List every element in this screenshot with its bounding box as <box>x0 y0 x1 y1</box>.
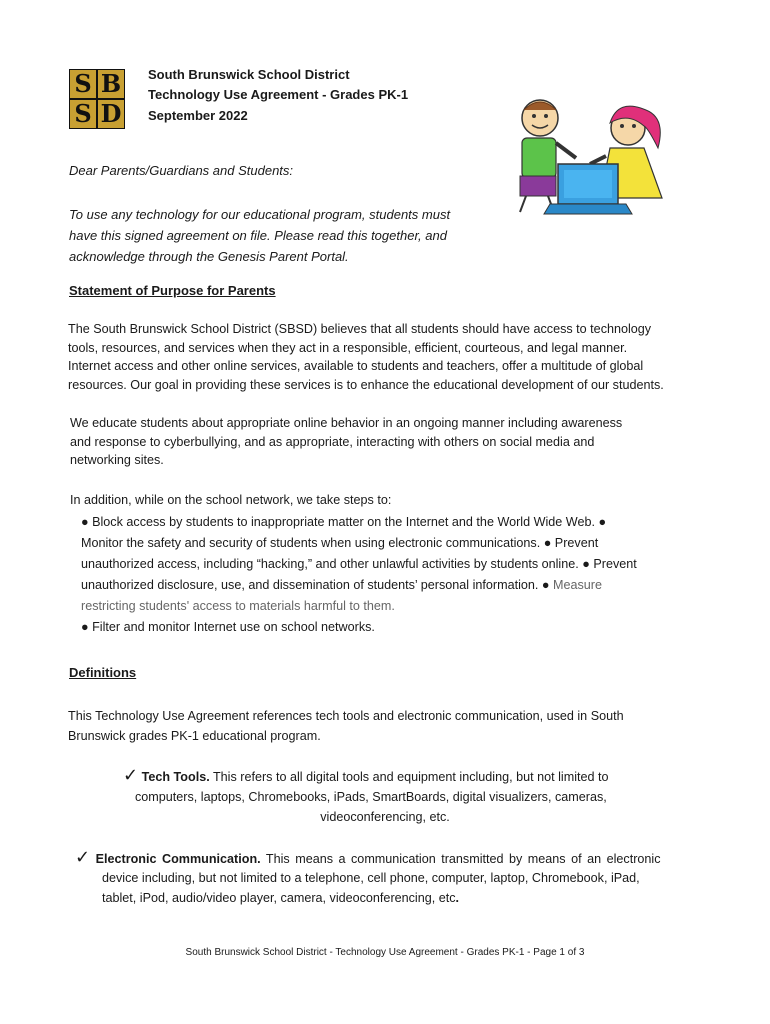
logo-letter: B <box>98 70 124 98</box>
list-item: ● Block access by students to inappropriate matter on the Internet and the World Wide Web. ● <box>81 515 607 529</box>
paragraph-line: The South Brunswick School District (SBSD) believes that all students should have access to technology <box>68 322 652 336</box>
paragraph-line: and response to cyberbullying, and as appropriate, interacting with others on social media and <box>70 434 595 449</box>
document-date: September 2022 <box>148 108 248 123</box>
definition-text: This refers to all digital tools and equipment including, but not limited to <box>212 770 609 784</box>
district-logo <box>69 69 125 129</box>
intro-line: have this signed agreement on file. Please read this together, and <box>69 228 447 243</box>
definition-text: videoconferencing, etc. <box>320 810 450 824</box>
paragraph-line: Internet access and other online services, available to students and teachers, offer a multitude of global <box>68 359 644 374</box>
definition-text: computers, laptops, Chromebooks, iPads, SmartBoards, digital visualizers, cameras, <box>135 790 607 804</box>
kids-at-computer-illustration <box>498 98 674 222</box>
checkmark-icon: ✓ <box>123 765 139 785</box>
district-name: South Brunswick School District <box>148 67 350 82</box>
definition-text: This means a communication transmitted by means of an electronic <box>265 852 661 866</box>
list-item: ● Filter and monitor Internet use on school networks. <box>81 620 375 634</box>
definition-title: Electronic Communication. <box>95 852 261 866</box>
definition-tech-tools <box>123 766 609 787</box>
logo-letter: S <box>70 70 96 98</box>
list-item: Monitor the safety and security of students when using electronic communications. ● Prevent <box>81 536 599 550</box>
list-item: restricting students' access to materials harmful to them. <box>81 599 395 613</box>
intro-line: To use any technology for our educational program, students must <box>69 207 451 222</box>
paragraph-line: tools, resources, and services when they act in a responsible, efficient, courteous, and legal manner. <box>68 340 628 355</box>
definition-electronic-communication <box>75 848 661 869</box>
greeting: Dear Parents/Guardians and Students: <box>69 163 294 178</box>
steps-list <box>81 512 711 638</box>
list-item: unauthorized access, including “hacking,” and other unlawful activities by students online. ● Prevent <box>81 557 637 571</box>
list-item: unauthorized disclosure, use, and dissemination of students’ personal information. ● Measure <box>81 578 602 592</box>
intro-line: acknowledge through the Genesis Parent Portal. <box>69 249 349 264</box>
paragraph-line: resources. Our goal in providing these services is to enhance the educational development of our students. <box>68 377 664 392</box>
logo-letter: S <box>70 100 96 128</box>
definition-text: tablet, iPod, audio/video player, camera, videoconferencing, etc. <box>102 891 460 905</box>
logo-letter: D <box>98 100 124 128</box>
checkmark-icon: ✓ <box>75 847 91 867</box>
education-paragraph <box>70 414 730 470</box>
paragraph-line: networking sites. <box>70 453 164 468</box>
section-heading-purpose: Statement of Purpose for Parents <box>69 283 276 298</box>
purpose-paragraph <box>68 320 728 394</box>
document-title: Technology Use Agreement - Grades PK-1 <box>148 87 409 102</box>
steps-intro: In addition, while on the school network, we take steps to: <box>70 493 392 507</box>
section-heading-definitions: Definitions <box>69 665 137 680</box>
definitions-intro: Brunswick grades PK-1 educational program. <box>68 729 321 743</box>
definitions-intro: This Technology Use Agreement references tech tools and electronic communication, used in South <box>68 709 624 723</box>
definition-text: device including, but not limited to a telephone, cell phone, computer, laptop, Chromebook, iPad, <box>102 871 640 885</box>
definition-title: Tech Tools. <box>141 770 210 784</box>
paragraph-line: We educate students about appropriate online behavior in an ongoing manner including awareness <box>70 416 623 430</box>
list-item-grey: Measure <box>552 578 602 592</box>
page-footer: South Brunswick School District - Technology Use Agreement - Grades PK-1 - Page 1 of 3 <box>185 947 585 958</box>
